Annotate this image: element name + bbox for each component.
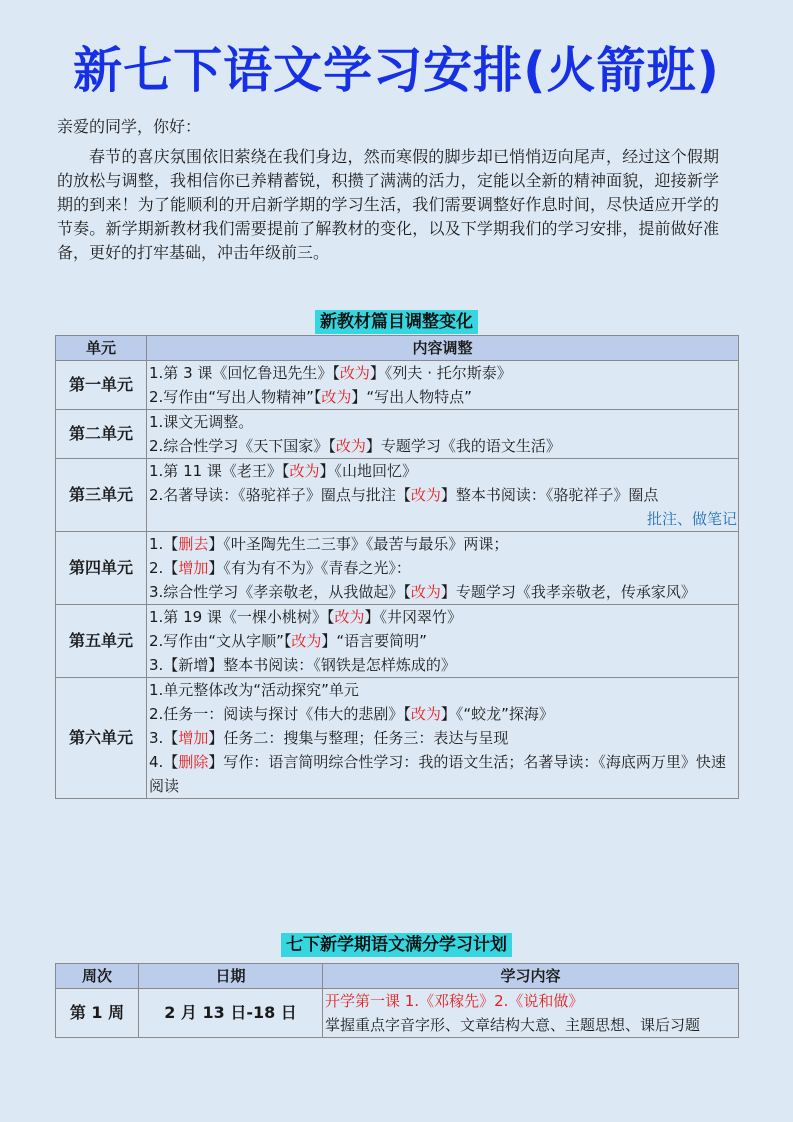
- unit-name-cell: 第三单元: [56, 459, 147, 532]
- unit-content-cell: [147, 459, 739, 532]
- change-text: 4.【: [149, 753, 179, 771]
- change-keyword: 改为: [410, 583, 441, 601]
- change-keyword: 改为: [321, 388, 352, 406]
- change-text: 2.写作由“文从字顺”【: [149, 632, 292, 650]
- change-keyword: 改为: [339, 364, 370, 382]
- change-line: [149, 556, 738, 580]
- change-text: 】《叶圣陶先生二三事》《最苦与最乐》两课；: [208, 535, 509, 553]
- change-text: 】“写出人物特点”: [351, 388, 472, 406]
- change-keyword: 改为: [410, 486, 441, 504]
- change-line: [149, 678, 738, 702]
- change-text: 】整本书阅读：《骆驼祥子》圈点: [440, 486, 659, 504]
- change-text: 】任务二：搜集与整理；任务三：表达与呈现: [208, 729, 509, 747]
- change-text: 1.第 3 课《回忆鲁迅先生》【: [149, 364, 340, 382]
- table-row: [56, 989, 739, 1038]
- change-line: [149, 410, 738, 434]
- section1-banner-wrap: [0, 310, 793, 334]
- change-text: 】“语言要简明”: [321, 632, 427, 650]
- unit-name-cell: 第五单元: [56, 605, 147, 678]
- unit-content-cell: [147, 605, 739, 678]
- table-header-row: [56, 964, 739, 989]
- change-text: 3.综合性学习《孝亲敬老，从我做起》【: [149, 583, 411, 601]
- change-text: 1.课文无调整。: [149, 413, 254, 431]
- change-keyword: 删去: [178, 535, 209, 553]
- change-text: 3.【: [149, 729, 179, 747]
- unit-content-cell: [147, 532, 739, 605]
- change-line: [149, 750, 738, 798]
- change-line: [149, 483, 738, 507]
- table-row: [56, 459, 739, 532]
- change-line: [149, 629, 738, 653]
- unit-note: 批注、做笔记: [646, 510, 737, 528]
- change-keyword: 增加: [178, 559, 209, 577]
- change-text: 】《列夫 · 托尔斯泰》: [369, 364, 512, 382]
- date-cell: 2 月 13 日-18 日: [139, 989, 323, 1038]
- unit-name-cell: 第一单元: [56, 361, 147, 410]
- table-row: [56, 678, 739, 799]
- change-keyword: 改为: [335, 437, 366, 455]
- change-keyword: 改为: [291, 632, 322, 650]
- change-text: 1.第 19 课《一棵小桃树》【: [149, 608, 335, 626]
- table-row: [56, 605, 739, 678]
- change-line: [149, 532, 738, 556]
- change-line: [149, 361, 738, 385]
- change-text: 】专题学习《我孝亲敬老，传承家风》: [440, 583, 696, 601]
- change-line: [149, 702, 738, 726]
- change-text: 】《有为有不为》《青春之光》：: [208, 559, 411, 577]
- unit-name-cell: 第四单元: [56, 532, 147, 605]
- change-text: 1.第 11 课《老王》【: [149, 462, 290, 480]
- section2-banner: 七下新学期语文满分学习计划: [281, 933, 512, 957]
- lesson-highlight: 开学第一课 1.《邓稼先》2.《说和做》: [325, 992, 584, 1010]
- unit-content-cell: [147, 678, 739, 799]
- change-text: 2.综合性学习《天下国家》【: [149, 437, 336, 455]
- change-keyword: 增加: [178, 729, 209, 747]
- header-week: 周次: [56, 964, 139, 989]
- change-line: [149, 726, 738, 750]
- table-header-row: [56, 336, 739, 361]
- header-date: 日期: [139, 964, 323, 989]
- unit-content-cell: [147, 410, 739, 459]
- change-text: 2.名著导读：《骆驼祥子》圈点与批注【: [149, 486, 411, 504]
- change-line: [149, 605, 738, 629]
- change-text: 】《井冈翠竹》: [364, 608, 462, 626]
- change-line: [149, 434, 738, 458]
- change-line: [149, 653, 738, 677]
- change-line: [149, 459, 738, 483]
- change-line: [149, 385, 738, 409]
- change-text: 1.单元整体改为“活动探究”单元: [149, 681, 359, 699]
- change-keyword: 改为: [334, 608, 365, 626]
- lesson-content: 掌握重点字音字形、文章结构大意、主题思想、课后习题: [325, 1016, 701, 1034]
- change-keyword: 删除: [178, 753, 209, 771]
- unit-name-cell: 第六单元: [56, 678, 147, 799]
- study-plan-table: [55, 963, 739, 1038]
- header-study-content: 学习内容: [323, 964, 739, 989]
- textbook-changes-table: [55, 335, 739, 799]
- change-text: 】《山地回忆》: [319, 462, 417, 480]
- table-row: [56, 361, 739, 410]
- change-text: 1.【: [149, 535, 179, 553]
- unit-content-cell: [147, 361, 739, 410]
- change-text: 2.任务一：阅读与探讨《伟大的悲剧》【: [149, 705, 411, 723]
- section2-banner-wrap: [0, 933, 793, 957]
- change-text: 】写作：语言简明综合性学习：我的语文生活；名著导读：《海底两万里》快速阅读: [149, 753, 726, 795]
- header-unit: 单元: [56, 336, 147, 361]
- unit-name-cell: 第二单元: [56, 410, 147, 459]
- change-line: [149, 580, 738, 604]
- table-row: [56, 532, 739, 605]
- week-cell: 第 1 周: [56, 989, 139, 1038]
- change-text: 2.写作由“写出人物精神”【: [149, 388, 322, 406]
- change-text: 3.【新增】整本书阅读：《钢铁是怎样炼成的》: [149, 656, 456, 674]
- greeting: 亲爱的同学，你好：: [57, 117, 202, 136]
- table-row: [56, 410, 739, 459]
- page-title: 新七下语文学习安排(火箭班): [73, 42, 720, 99]
- intro-paragraph: 春节的喜庆氛围依旧萦绕在我们身边，然而寒假的脚步却已悄悄迈向尾声，经过这个假期的放松与调整，我相信你已养精蓄锐，积攒了满满的活力，定能以全新的精神面貌，迎接新学期的到来！为了能顺利的开启新学期的学习生活，我们需要调整好作息时间，尽快适应开学的节奏。新学期新教材我们需要提前了解教材的变化，以及下学期我们的学习安排，提前做好准备，更好的打牢基础，冲击年级前三。: [57, 147, 719, 262]
- change-text: 】专题学习《我的语文生活》: [365, 437, 561, 455]
- header-content: 内容调整: [147, 336, 739, 361]
- change-text: 2.【: [149, 559, 179, 577]
- change-keyword: 改为: [289, 462, 320, 480]
- section1-banner: 新教材篇目调整变化: [315, 310, 478, 334]
- change-keyword: 改为: [410, 705, 441, 723]
- study-content-cell: [323, 989, 739, 1038]
- change-text: 】《“蛟龙”探海》: [440, 705, 554, 723]
